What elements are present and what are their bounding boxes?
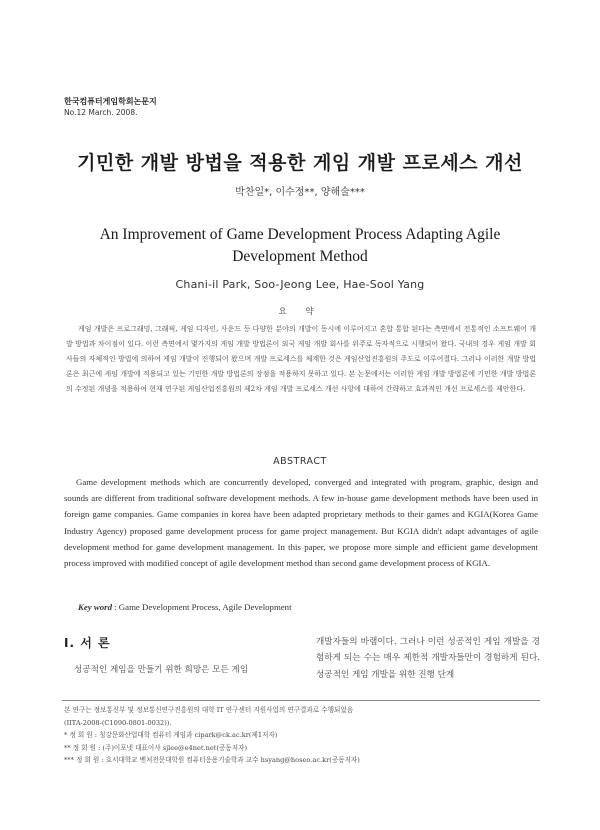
abstract-english: Game development methods which are concurrently developed, converged and integrated with program, graphic, design and sounds are different from traditional software development methods. A few in-house game development methods have been used in foreign game companies. Game companies in korea have been adapted proprietary methods to their games and KGIA(Korea Game Industry Agency) proposed game development process for game project management. But KGIA didn't adapt advantages of agile development method for game development management. In this paper, we propose more simple and efficient game development process improved with modified concept of agile development method than second game development process of KGIA. <box>64 477 538 569</box>
footnote-divider <box>62 700 540 701</box>
footnote-line: 본 연구는 정보통신부 및 정보통신연구진흥원의 대학 IT 연구센터 지원사업의 연구결과로 수행되었음 <box>64 706 354 714</box>
abstract-korean: 게임 개발은 프로그래밍, 그래픽, 게임 디자인, 사운드 등 다양한 분야의 개발이 동시에 이루어지고 혼합 통합 된다는 측면에서 전통적인 소프트웨어 개발 방법과 차이점이 있다. 이런 측면에서 몇가지의 게임 개발 방법론이 외국 게임 개발 회사를 위주로 독자적으로 시행되어 왔다. 국내의 경우 게임 개발 회사들의 자체적인 방법에 의하여 게임 개발이 진행되어 왔으며 개발 프로세스를 체계한 것은 게임산업진흥원의 주도로 이루어졌다. 그러나 이러한 개발 방법론은 최근에 게임 개발에 적용되고 있는 기민한 개발 방법론의 장점을 적용하지 못하고 있다. 본 논문에서는 이러한 게임 개발 방법론에 기민한 개발 방법론의 수정된 개념을 적용하여 현재 연구된 게임산업진흥원의 제2차 게임 개발 프로세스 개선 사항에 대하여 간략하고 효과적인 개선 프로세스를 제안한다. <box>66 325 536 393</box>
authors-english: Chani-il Park, Soo-Jeong Lee, Hae-Sool Yang <box>175 278 425 291</box>
paper-title-english: An Improvement of Game Development Process Adapting Agile Development Method <box>99 226 501 265</box>
footnotes <box>64 704 544 767</box>
paper-title-korean: 기민한 개발 방법을 적용한 게임 개발 프로세스 개선 <box>77 152 523 174</box>
abstract-english-heading: ABSTRACT <box>273 456 327 467</box>
section-heading-introduction: Ⅰ. 서 론 <box>64 636 111 650</box>
footnote-line: * 정 회 원 : 청강문화산업대학 컴퓨터 게임과 cipark@ck.ac.kr(제1저자) <box>64 731 278 739</box>
abstract-korean-heading: 요 약 <box>278 307 322 317</box>
body-column-left: 성공적인 게임을 만들기 위한 희망은 모든 게임 <box>74 665 249 675</box>
body-column-right: 개발자들의 바램이다. 그러나 이런 성공적인 게임 개발을 경험하게 되는 수는 매우 제한적 개발자들만이 경험하게 된다. 성공적인 게임 개발을 위한 진행 단계 <box>316 637 540 680</box>
keywords <box>78 602 292 612</box>
journal-name: 한국컴퓨터게임학회논문지 <box>64 97 157 106</box>
footnote-line: *** 정 회 원 : 호서대학교 벤처전문대학원 컴퓨터응용기술학과 교수 hsyang@hoseo.ac.kr(공동저자) <box>64 756 360 764</box>
issue-info: No.12 March. 2008. <box>64 108 138 117</box>
keyword-text: : Game Development Process, Agile Development <box>111 602 292 612</box>
footnote-line: (IITA-2008-(C1090-0801-0032)). <box>64 718 172 727</box>
footnote-line: ** 정 회 원 : (주)이포넷 대표이사 sjlee@e4net.net(공동저자) <box>64 743 248 752</box>
authors-korean: 박찬일*, 이수정**, 양해술*** <box>235 187 365 198</box>
keyword-label: Key word <box>78 602 112 612</box>
